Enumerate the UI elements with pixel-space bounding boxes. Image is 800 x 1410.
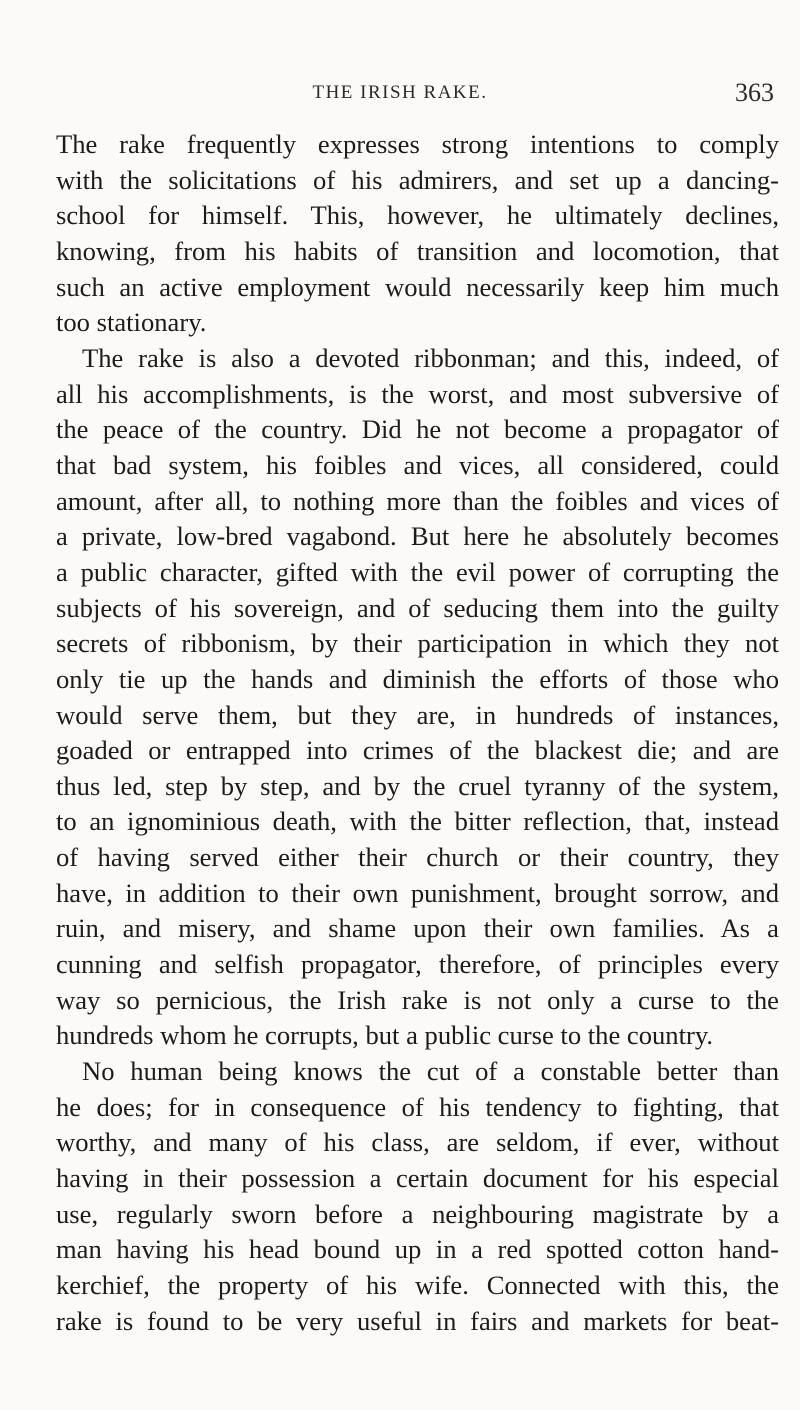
text-line: too stationary. — [56, 307, 207, 338]
text-line: only tie up the hands and diminish the efforts of those who — [56, 663, 779, 694]
text-line: all his accomplishments, is the worst, and most subversive of — [56, 378, 779, 409]
text-line: would serve them, but they are, in hundreds of instances, — [56, 699, 779, 730]
text-line: goaded or entrapped into crimes of the blackest die; and are — [56, 735, 779, 766]
text-line: have, in addition to their own punishment, brought sorrow, and — [56, 877, 779, 908]
text-line: school for himself. This, however, he ultimately declines, — [56, 200, 779, 231]
text-line: knowing, from his habits of transition and locomotion, that — [56, 235, 779, 266]
text-line: that bad system, his foibles and vices, all considered, could — [56, 449, 779, 480]
text-line: The rake frequently expresses strong intentions to comply — [56, 129, 779, 159]
text-line: thus led, step by step, and by the cruel tyranny of the system, — [56, 770, 779, 801]
running-title: THE IRISH RAKE. — [312, 82, 488, 103]
text-line: cunning and selfish propagator, therefore, of principles every — [56, 949, 779, 980]
text-line: with the solicitations of his admirers, and set up a dancing- — [56, 164, 779, 195]
text-line: No human being knows the cut of a constable better than — [82, 1056, 779, 1087]
text-line: having in their possession a certain document for his especial — [56, 1163, 779, 1194]
text-line: a public character, gifted with the evil power of corrupting the — [56, 556, 779, 587]
text-line: worthy, and many of his class, are seldom, if ever, without — [56, 1127, 779, 1158]
text-line: the peace of the country. Did he not become a propagator of — [56, 414, 779, 445]
text-line: hundreds whom he corrupts, but a public curse to the country. — [56, 1020, 714, 1051]
text-line: he does; for in consequence of his tendency to fighting, that — [56, 1091, 779, 1122]
text-line: amount, after all, to nothing more than the foibles and vices of — [56, 485, 779, 516]
text-line: way so pernicious, the Irish rake is not only a curse to the — [56, 984, 779, 1015]
running-head — [0, 78, 800, 110]
text-line: The rake is also a devoted ribbonman; and this, indeed, of — [82, 342, 779, 373]
text-line: subjects of his sovereign, and of seducing them into the guilty — [56, 592, 779, 623]
text-line: to an ignominious death, with the bitter reflection, that, instead — [56, 806, 779, 837]
text-line: such an active employment would necessarily keep him much — [56, 271, 779, 302]
text-line: man having his head bound up in a red spotted cotton hand- — [56, 1234, 779, 1265]
text-line: ruin, and misery, and shame upon their own families. As a — [56, 913, 779, 944]
text-line: kerchief, the property of his wife. Connected with this, the — [56, 1270, 779, 1300]
text-line: rake is found to be very useful in fairs and markets for beat- — [56, 1305, 779, 1336]
text-line: secrets of ribbonism, by their participation in which they not — [56, 628, 779, 659]
text-line: use, regularly sworn before a neighbouring magistrate by a — [56, 1198, 779, 1229]
body-text — [56, 127, 779, 1339]
text-line: a private, low-bred vagabond. But here he absolutely becomes — [56, 521, 779, 552]
page-number: 363 — [735, 78, 774, 107]
text-line: of having served either their church or their country, they — [56, 842, 779, 873]
